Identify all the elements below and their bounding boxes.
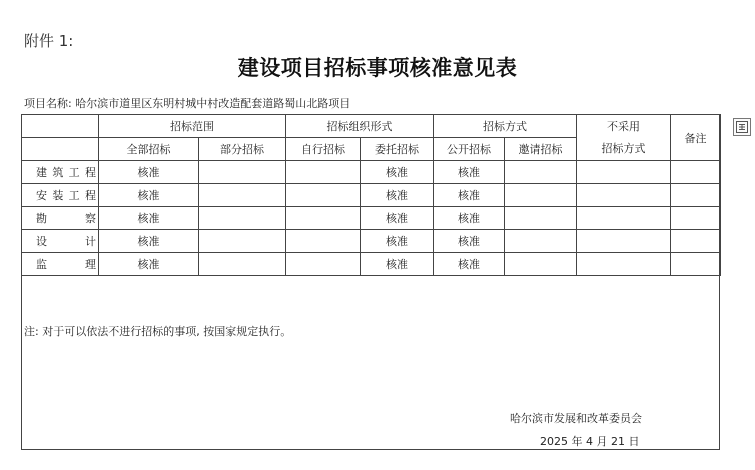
page-title: 建设项目招标事项核准意见表	[237, 56, 518, 80]
corner-cell	[22, 115, 99, 138]
cell-entrusted: 核准	[361, 207, 434, 230]
row-name: 勘察	[36, 212, 96, 225]
header-all: 全部招标	[99, 138, 199, 161]
approval-table	[21, 114, 721, 276]
header-not-used	[577, 115, 671, 161]
cell-open: 核准	[434, 207, 505, 230]
header-org-form: 招标组织形式	[286, 115, 434, 138]
cell-partial	[199, 230, 286, 253]
cell-entrusted: 核准	[361, 253, 434, 276]
cell-invited	[505, 184, 577, 207]
cell-remark	[671, 230, 721, 253]
row-name: 设计	[36, 235, 96, 248]
document-view-icon-glyph	[734, 119, 750, 135]
cell-remark	[671, 184, 721, 207]
cell-entrusted: 核准	[361, 184, 434, 207]
cell-invited	[505, 161, 577, 184]
attachment-label: 附件 1:	[24, 32, 74, 50]
cell-entrusted: 核准	[361, 161, 434, 184]
cell-remark	[671, 207, 721, 230]
table-row	[22, 230, 721, 253]
cell-all: 核准	[99, 207, 199, 230]
cell-not-used	[577, 207, 671, 230]
cell-open: 核准	[434, 184, 505, 207]
cell-all: 核准	[99, 184, 199, 207]
row-name: 建筑工程	[36, 166, 96, 179]
row-name: 安装工程	[36, 189, 96, 202]
cell-invited	[505, 253, 577, 276]
issue-date: 2025 年 4 月 21 日	[540, 435, 640, 448]
cell-partial	[199, 253, 286, 276]
cell-not-used	[577, 184, 671, 207]
cell-self	[286, 161, 361, 184]
cell-open: 核准	[434, 230, 505, 253]
header-invited: 邀请招标	[505, 138, 577, 161]
cell-remark	[671, 253, 721, 276]
cell-remark	[671, 161, 721, 184]
table-row	[22, 207, 721, 230]
header-partial: 部分招标	[199, 138, 286, 161]
cell-partial	[199, 184, 286, 207]
header-self: 自行招标	[286, 138, 361, 161]
cell-not-used	[577, 161, 671, 184]
cell-entrusted: 核准	[361, 230, 434, 253]
cell-partial	[199, 161, 286, 184]
header-scope: 招标范围	[99, 115, 286, 138]
cell-self	[286, 184, 361, 207]
project-name: 项目名称: 哈尔滨市道里区东明村城中村改造配套道路蜀山北路项目	[24, 97, 351, 110]
cell-self	[286, 207, 361, 230]
cell-partial	[199, 207, 286, 230]
row-name: 监理	[36, 258, 96, 271]
cell-self	[286, 230, 361, 253]
header-not-used-line2: 招标方式	[601, 141, 646, 155]
cell-not-used	[577, 230, 671, 253]
header-entrusted: 委托招标	[361, 138, 434, 161]
issuer-name: 哈尔滨市发展和改革委员会	[510, 412, 642, 425]
header-open: 公开招标	[434, 138, 505, 161]
header-remark: 备注	[671, 115, 721, 161]
corner-cell-2	[22, 138, 99, 161]
cell-all: 核准	[99, 161, 199, 184]
cell-all: 核准	[99, 230, 199, 253]
cell-self	[286, 253, 361, 276]
table-row	[22, 161, 721, 184]
footnote: 注: 对于可以依法不进行招标的事项, 按国家规定执行。	[24, 325, 292, 338]
header-method: 招标方式	[434, 115, 577, 138]
cell-open: 核准	[434, 161, 505, 184]
cell-invited	[505, 207, 577, 230]
cell-open: 核准	[434, 253, 505, 276]
header-not-used-line1: 不采用	[607, 119, 640, 133]
cell-not-used	[577, 253, 671, 276]
document-view-icon[interactable]	[733, 118, 751, 136]
cell-invited	[505, 230, 577, 253]
table-row	[22, 253, 721, 276]
table-row	[22, 184, 721, 207]
cell-all: 核准	[99, 253, 199, 276]
